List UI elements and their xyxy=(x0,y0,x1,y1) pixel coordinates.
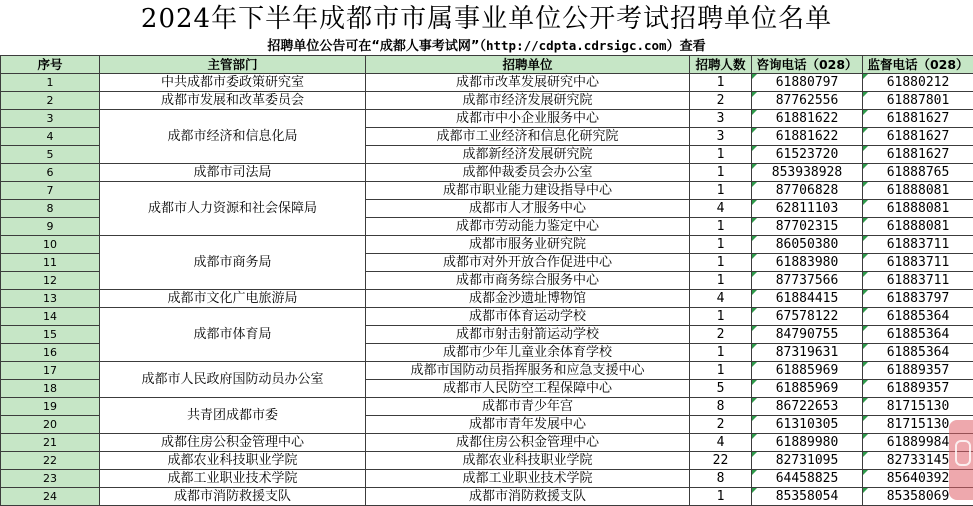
consult-phone-cell: 87702315 xyxy=(752,218,863,236)
consult-phone-cell: 61310305 xyxy=(752,416,863,434)
unit-cell: 成都市青年发展中心 xyxy=(366,416,690,434)
table-row xyxy=(1,398,973,416)
table-row xyxy=(1,470,973,488)
consult-phone-cell: 82731095 xyxy=(752,452,863,470)
consult-phone-cell: 87319631 xyxy=(752,344,863,362)
department-cell: 成都市人民政府国防动员办公室 xyxy=(100,362,366,398)
unit-cell: 成都市体育运动学校 xyxy=(366,308,690,326)
header-consult-phone: 咨询电话（028） xyxy=(752,56,863,74)
seq-cell: 10 xyxy=(1,236,100,254)
consult-phone-cell: 87737566 xyxy=(752,272,863,290)
subtitle-url[interactable]: http://cdpta.cdrsigc.com xyxy=(486,38,667,53)
count-cell: 2 xyxy=(690,326,752,344)
unit-cell: 成都市青少年宫 xyxy=(366,398,690,416)
header-seq: 序号 xyxy=(1,56,100,74)
consult-phone-cell: 67578122 xyxy=(752,308,863,326)
consult-phone-cell: 84790755 xyxy=(752,326,863,344)
consult-phone-cell: 61884415 xyxy=(752,290,863,308)
table-row xyxy=(1,92,973,110)
consult-phone-cell: 64458825 xyxy=(752,470,863,488)
seq-cell: 18 xyxy=(1,380,100,398)
count-cell: 1 xyxy=(690,254,752,272)
supervise-phone-cell: 61887801 xyxy=(863,92,973,110)
unit-cell: 成都住房公积金管理中心 xyxy=(366,434,690,452)
unit-cell: 成都市工业经济和信息化研究院 xyxy=(366,128,690,146)
count-cell: 4 xyxy=(690,200,752,218)
count-cell: 1 xyxy=(690,488,752,506)
seq-cell: 1 xyxy=(1,74,100,92)
unit-cell: 成都工业职业技术学院 xyxy=(366,470,690,488)
page-title: 2024年下半年成都市市属事业单位公开考试招聘单位名单 xyxy=(0,0,973,36)
table-row xyxy=(1,110,973,128)
unit-cell: 成都市经济发展研究院 xyxy=(366,92,690,110)
seq-cell: 8 xyxy=(1,200,100,218)
seq-cell: 17 xyxy=(1,362,100,380)
supervise-phone-cell: 61889984 xyxy=(863,434,973,452)
supervise-phone-cell: 61889357 xyxy=(863,362,973,380)
department-cell: 成都市发展和改革委员会 xyxy=(100,92,366,110)
supervise-phone-cell: 61883711 xyxy=(863,272,973,290)
table-row xyxy=(1,434,973,452)
consult-phone-cell: 61881622 xyxy=(752,110,863,128)
supervise-phone-cell: 85358069 xyxy=(863,488,973,506)
supervise-phone-cell: 61888081 xyxy=(863,218,973,236)
unit-cell: 成都市对外开放合作促进中心 xyxy=(366,254,690,272)
seq-cell: 11 xyxy=(1,254,100,272)
seq-cell: 7 xyxy=(1,182,100,200)
unit-cell: 成都市射击射箭运动学校 xyxy=(366,326,690,344)
table-row xyxy=(1,236,973,254)
consult-phone-cell: 62811103 xyxy=(752,200,863,218)
unit-cell: 成都市职业能力建设指导中心 xyxy=(366,182,690,200)
department-cell: 成都工业职业技术学院 xyxy=(100,470,366,488)
consult-phone-cell: 61889980 xyxy=(752,434,863,452)
count-cell: 1 xyxy=(690,308,752,326)
seq-cell: 20 xyxy=(1,416,100,434)
seq-cell: 24 xyxy=(1,488,100,506)
count-cell: 1 xyxy=(690,182,752,200)
unit-cell: 成都仲裁委员会办公室 xyxy=(366,164,690,182)
count-cell: 4 xyxy=(690,434,752,452)
count-cell: 3 xyxy=(690,128,752,146)
consult-phone-cell: 61881622 xyxy=(752,128,863,146)
count-cell: 5 xyxy=(690,380,752,398)
count-cell: 1 xyxy=(690,218,752,236)
header-supervise-phone: 监督电话（028） xyxy=(863,56,973,74)
department-cell: 成都农业科技职业学院 xyxy=(100,452,366,470)
seq-cell: 9 xyxy=(1,218,100,236)
supervise-phone-cell: 61888081 xyxy=(863,200,973,218)
seq-cell: 22 xyxy=(1,452,100,470)
table-row xyxy=(1,74,973,92)
unit-cell: 成都市商务综合服务中心 xyxy=(366,272,690,290)
count-cell: 1 xyxy=(690,74,752,92)
table-row xyxy=(1,164,973,182)
consult-phone-cell: 87706828 xyxy=(752,182,863,200)
seq-cell: 3 xyxy=(1,110,100,128)
watermark-logo xyxy=(949,420,973,500)
supervise-phone-cell: 85640392 xyxy=(863,470,973,488)
supervise-phone-cell: 61881627 xyxy=(863,128,973,146)
table-row xyxy=(1,290,973,308)
seq-cell: 2 xyxy=(1,92,100,110)
header-department: 主管部门 xyxy=(100,56,366,74)
consult-phone-cell: 61883980 xyxy=(752,254,863,272)
consult-phone-cell: 61885969 xyxy=(752,380,863,398)
unit-cell: 成都新经济发展研究院 xyxy=(366,146,690,164)
department-cell: 成都市人力资源和社会保障局 xyxy=(100,182,366,236)
consult-phone-cell: 86722653 xyxy=(752,398,863,416)
unit-cell: 成都市消防救援支队 xyxy=(366,488,690,506)
count-cell: 4 xyxy=(690,290,752,308)
count-cell: 1 xyxy=(690,164,752,182)
table-header-row xyxy=(1,56,973,74)
supervise-phone-cell: 61888081 xyxy=(863,182,973,200)
unit-cell: 成都市人民防空工程保障中心 xyxy=(366,380,690,398)
supervise-phone-cell: 81715130 xyxy=(863,416,973,434)
unit-cell: 成都金沙遗址博物馆 xyxy=(366,290,690,308)
supervise-phone-cell: 61885364 xyxy=(863,344,973,362)
consult-phone-cell: 85358054 xyxy=(752,488,863,506)
count-cell: 2 xyxy=(690,416,752,434)
table-row xyxy=(1,308,973,326)
unit-cell: 成都市少年儿童业余体育学校 xyxy=(366,344,690,362)
department-cell: 成都住房公积金管理中心 xyxy=(100,434,366,452)
department-cell: 成都市司法局 xyxy=(100,164,366,182)
supervise-phone-cell: 61881627 xyxy=(863,146,973,164)
department-cell: 共青团成都市委 xyxy=(100,398,366,434)
seq-cell: 4 xyxy=(1,128,100,146)
supervise-phone-cell: 61885364 xyxy=(863,326,973,344)
consult-phone-cell: 87762556 xyxy=(752,92,863,110)
department-cell: 成都市经济和信息化局 xyxy=(100,110,366,164)
table-body xyxy=(1,74,973,506)
seq-cell: 16 xyxy=(1,344,100,362)
supervise-phone-cell: 61888765 xyxy=(863,164,973,182)
count-cell: 1 xyxy=(690,344,752,362)
unit-cell: 成都市中小企业服务中心 xyxy=(366,110,690,128)
seq-cell: 12 xyxy=(1,272,100,290)
supervise-phone-cell: 81715130 xyxy=(863,398,973,416)
table-row xyxy=(1,452,973,470)
supervise-phone-cell: 82733145 xyxy=(863,452,973,470)
department-cell: 中共成都市委政策研究室 xyxy=(100,74,366,92)
seq-cell: 14 xyxy=(1,308,100,326)
consult-phone-cell: 61880797 xyxy=(752,74,863,92)
supervise-phone-cell: 61883711 xyxy=(863,236,973,254)
recruitment-table xyxy=(0,55,973,506)
department-cell: 成都市体育局 xyxy=(100,308,366,362)
seq-cell: 5 xyxy=(1,146,100,164)
count-cell: 1 xyxy=(690,146,752,164)
unit-cell: 成都市改革发展研究中心 xyxy=(366,74,690,92)
count-cell: 8 xyxy=(690,470,752,488)
supervise-phone-cell: 61889357 xyxy=(863,380,973,398)
header-count: 招聘人数 xyxy=(690,56,752,74)
supervise-phone-cell: 61883797 xyxy=(863,290,973,308)
subtitle-prefix: 招聘单位公告可在“成都人事考试网”（ xyxy=(267,39,486,54)
subtitle-suffix: ）查看 xyxy=(667,39,706,54)
count-cell: 1 xyxy=(690,272,752,290)
supervise-phone-cell: 61880212 xyxy=(863,74,973,92)
supervise-phone-cell: 61883711 xyxy=(863,254,973,272)
subtitle xyxy=(0,37,973,55)
table-row xyxy=(1,362,973,380)
consult-phone-cell: 61885969 xyxy=(752,362,863,380)
supervise-phone-cell: 61881627 xyxy=(863,110,973,128)
unit-cell: 成都市国防动员指挥服务和应急支援中心 xyxy=(366,362,690,380)
consult-phone-cell: 86050380 xyxy=(752,236,863,254)
count-cell: 22 xyxy=(690,452,752,470)
count-cell: 2 xyxy=(690,92,752,110)
count-cell: 8 xyxy=(690,398,752,416)
department-cell: 成都市商务局 xyxy=(100,236,366,290)
count-cell: 1 xyxy=(690,362,752,380)
seq-cell: 19 xyxy=(1,398,100,416)
unit-cell: 成都市劳动能力鉴定中心 xyxy=(366,218,690,236)
unit-cell: 成都市人才服务中心 xyxy=(366,200,690,218)
supervise-phone-cell: 61885364 xyxy=(863,308,973,326)
seq-cell: 13 xyxy=(1,290,100,308)
count-cell: 3 xyxy=(690,110,752,128)
seq-cell: 21 xyxy=(1,434,100,452)
seq-cell: 15 xyxy=(1,326,100,344)
count-cell: 1 xyxy=(690,236,752,254)
unit-cell: 成都农业科技职业学院 xyxy=(366,452,690,470)
seq-cell: 23 xyxy=(1,470,100,488)
consult-phone-cell: 61523720 xyxy=(752,146,863,164)
table-row xyxy=(1,182,973,200)
department-cell: 成都市消防救援支队 xyxy=(100,488,366,506)
seq-cell: 6 xyxy=(1,164,100,182)
table-row xyxy=(1,488,973,506)
consult-phone-cell: 853938928 xyxy=(752,164,863,182)
department-cell: 成都市文化广电旅游局 xyxy=(100,290,366,308)
header-unit: 招聘单位 xyxy=(366,56,690,74)
unit-cell: 成都市服务业研究院 xyxy=(366,236,690,254)
